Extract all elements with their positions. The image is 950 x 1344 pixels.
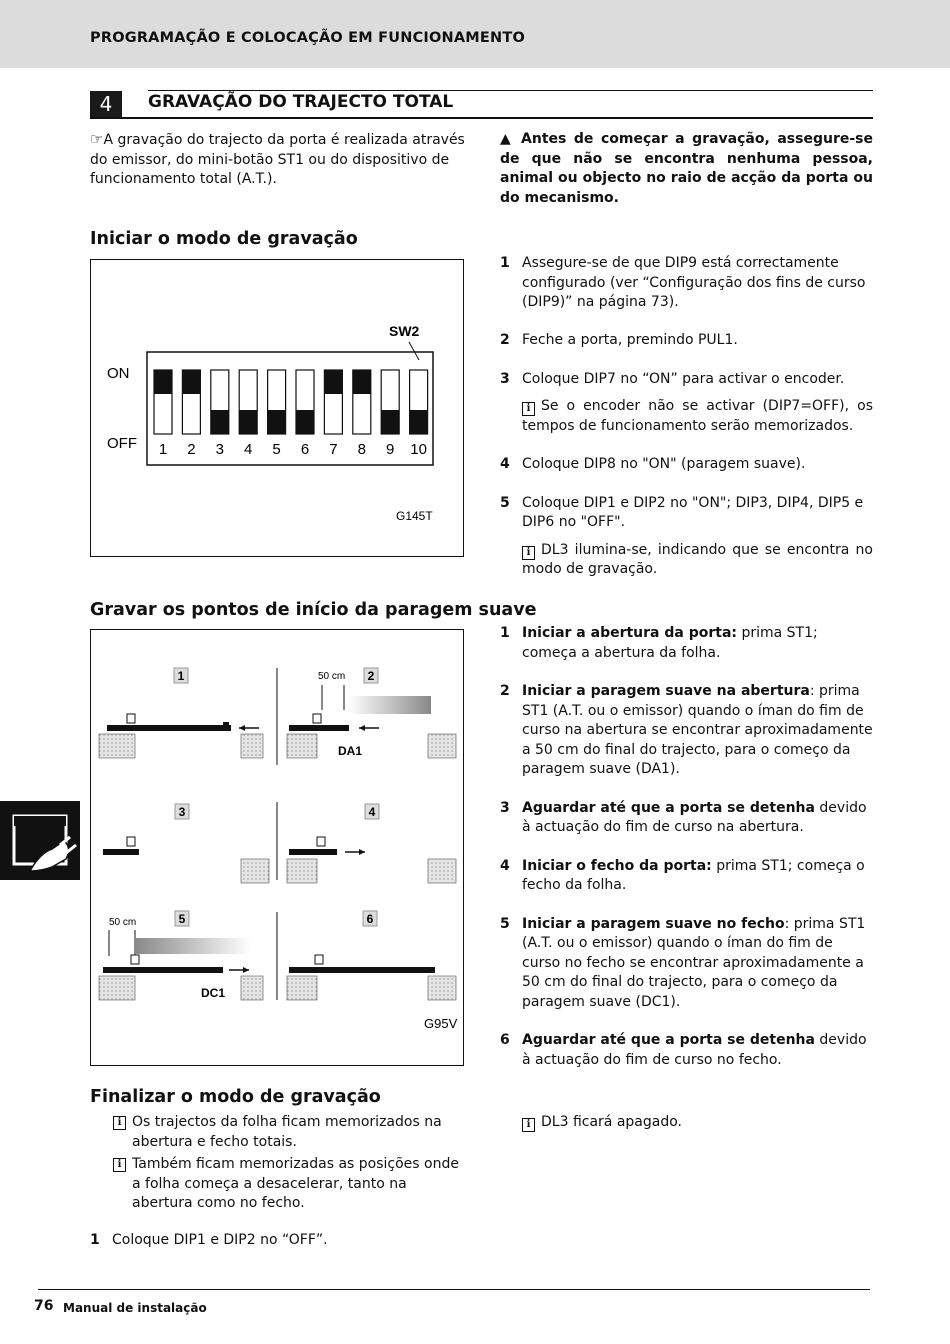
step-text <box>522 624 873 663</box>
intro-pointer-text: A gravação do trajecto da porta é realizada através do emissor, do mini-botão ST1 ou do dispositivo de funcionamento total (A.T.). <box>90 132 465 187</box>
step-bold-text: Iniciar o fecho da porta: <box>522 857 712 874</box>
step-text <box>522 915 873 1013</box>
dip-number-2: 2 <box>187 441 196 458</box>
info-icon: i <box>522 402 535 416</box>
info-icon: i <box>113 1158 126 1172</box>
da-label: DA1 <box>338 744 363 758</box>
gate-leaf <box>289 967 435 973</box>
section-number: 4 <box>90 91 122 117</box>
step-number: 2 <box>500 683 510 699</box>
dip-number-7: 7 <box>329 441 338 458</box>
step-item <box>500 370 873 437</box>
gate-leaf <box>289 725 349 731</box>
panel-label-1: 1 <box>177 669 185 683</box>
step-item <box>500 857 873 896</box>
ground <box>287 734 317 758</box>
dip-knob-10 <box>410 410 428 434</box>
section-divider-top <box>148 90 873 91</box>
ground <box>287 976 317 1000</box>
panel-label-2: 2 <box>367 669 375 683</box>
step-rest-text: : prima ST1 (A.T. ou o emissor) quando o íman do fim de curso na abertura se encontrar aproximadamente a 50 cm do final do trajecto, para o começo da paragem suave (DA1). <box>522 683 873 777</box>
footer-divider <box>38 1289 870 1290</box>
step-item <box>500 254 873 310</box>
step-bold-text: Iniciar a paragem suave na abertura <box>522 683 810 699</box>
distance-label: 50 cm <box>109 917 137 928</box>
info-icon: i <box>522 546 535 560</box>
step-number: 2 <box>500 332 510 348</box>
ground <box>428 976 456 1000</box>
panel-label-5: 5 <box>178 912 186 926</box>
step-text: Coloque DIP7 no “ON” para activar o encoder. <box>522 370 845 387</box>
ground <box>241 859 269 883</box>
magnet-icon <box>127 837 135 846</box>
end-right-note-text: DL3 ficará apagado. <box>541 1114 682 1130</box>
distance-label: 50 cm <box>318 671 346 682</box>
ground <box>99 734 135 758</box>
soft-stop-heading: Gravar os pontos de início da paragem suave <box>90 600 537 620</box>
panel-label-4: 4 <box>368 805 376 819</box>
end-note-text: Os trajectos da folha ficam memorizados na abertura e fecho totais. <box>132 1114 442 1150</box>
footer-text: Manual de instalação <box>63 1301 207 1315</box>
warning-icon: ▲ <box>500 131 514 147</box>
motion-shade <box>349 696 431 714</box>
start-mode-heading: Iniciar o modo de gravação <box>90 229 358 249</box>
dip-number-10: 10 <box>410 441 427 458</box>
page-number: 76 <box>34 1298 54 1314</box>
step-number: 1 <box>500 255 510 271</box>
step-text: Coloque DIP1 e DIP2 no "ON"; DIP3, DIP4, DIP5 e DIP6 no "OFF". <box>522 494 864 530</box>
section-title: GRAVAÇÃO DO TRAJECTO TOTAL <box>148 92 454 112</box>
step-item <box>500 682 873 780</box>
intro-pointer <box>90 130 466 190</box>
magnet-icon <box>317 837 325 846</box>
panel-label-6: 6 <box>366 912 374 926</box>
ground <box>241 976 263 1000</box>
step-text: Coloque DIP1 e DIP2 no “OFF”. <box>112 1232 328 1248</box>
magnet-icon <box>131 955 139 964</box>
step-bold-text: Iniciar a abertura da porta: <box>522 625 737 641</box>
soft-stop-steps <box>500 624 873 1070</box>
dip-knob-1 <box>154 370 172 394</box>
dip-knob-3 <box>211 410 229 434</box>
dip-knob-5 <box>268 410 286 434</box>
ground <box>241 734 263 758</box>
step-text <box>522 682 873 780</box>
end-mode-heading: Finalizar o modo de gravação <box>90 1087 381 1107</box>
end-step <box>90 1231 470 1251</box>
step-item <box>500 494 873 580</box>
step-item <box>500 455 873 475</box>
step-number: 4 <box>500 857 510 874</box>
intro-warning-text: Antes de começar a gravação, assegure-se de que não se encontra nenhuma pessoa, animal ou objecto no raio de acção da porta ou do mecanismo. <box>500 131 873 206</box>
plug-icon <box>0 801 80 880</box>
step-rest-text: prima ST1; começa a abertura da folha. <box>522 625 818 661</box>
step-text <box>522 799 873 838</box>
dip-number-6: 6 <box>300 441 310 458</box>
step-number: 4 <box>500 456 510 472</box>
step-text: Assegure-se de que DIP9 está correctamente configurado (ver “Configuração dos fins de curso (DIP9)” na página 73). <box>522 255 866 310</box>
ground <box>428 859 456 883</box>
step-number: 1 <box>500 625 510 641</box>
dip-number-1: 1 <box>158 441 168 458</box>
end-right-note <box>522 1113 682 1133</box>
dip-number-5: 5 <box>272 441 281 458</box>
dip-number-8: 8 <box>357 441 366 458</box>
gate-leaf <box>103 967 223 973</box>
dip-number-4: 4 <box>244 441 253 458</box>
ground <box>287 859 317 883</box>
step-number: 6 <box>500 1032 510 1048</box>
ground <box>99 976 135 1000</box>
step-number: 1 <box>90 1232 100 1248</box>
page-header-title: PROGRAMAÇÃO E COLOCAÇÃO EM FUNCIONAMENTO <box>90 30 525 46</box>
step-text: Feche a porta, premindo PUL1. <box>522 332 738 348</box>
step-number: 5 <box>500 494 510 511</box>
step-rest-text: devido à actuação do fim de curso na abertura. <box>522 799 867 835</box>
end-note-1 <box>113 1113 465 1214</box>
dip-number-3: 3 <box>215 441 224 458</box>
dip-knob-4 <box>239 410 257 434</box>
figure-code: G145T <box>396 509 433 523</box>
start-mode-steps <box>500 254 873 580</box>
step-rest-text: devido à actuação do fim de curso no fecho. <box>522 1032 867 1068</box>
pointing-hand-icon: ☞ <box>90 130 104 148</box>
end-note-text: Também ficam memorizadas as posições onde a folha começa a desacelerar, tanto na abertura como no fecho. <box>132 1156 459 1211</box>
side-tab <box>0 801 80 880</box>
dip-knob-6 <box>296 410 314 434</box>
step-note-text: DL3 ilumina-se, indicando que se encontra no modo de gravação. <box>522 541 873 577</box>
step-item <box>500 331 873 351</box>
step-text: Coloque DIP8 no "ON" (paragem suave). <box>522 456 806 472</box>
info-icon: i <box>113 1116 126 1130</box>
gate-leaf <box>107 725 231 731</box>
info-icon: i <box>522 1118 535 1132</box>
step-item <box>500 1031 873 1070</box>
gate-leaf <box>103 849 139 855</box>
dip-knob-7 <box>324 370 342 394</box>
step-rest-text: : prima ST1 (A.T. ou o emissor) quando o íman do fim de curso no fecho se encontrar aproximadamente a 50 cm do final do trajecto, para o começo da paragem suave (DC1). <box>522 915 866 1010</box>
switch-label: SW2 <box>389 323 420 339</box>
magnet-icon <box>313 714 321 723</box>
step-number: 5 <box>500 915 510 932</box>
dip-knob-2 <box>182 370 200 394</box>
step-note <box>522 397 873 436</box>
step-note-text: Se o encoder não se activar (DIP7=OFF), os tempos de funcionamento serão memorizados. <box>522 398 873 434</box>
dip-knob-8 <box>353 370 371 394</box>
step-note <box>522 541 873 580</box>
dc-label: DC1 <box>201 986 226 1000</box>
step-item <box>500 624 873 663</box>
magnet-icon <box>315 955 323 964</box>
dip-switch-diagram <box>91 260 463 556</box>
ground <box>428 734 456 758</box>
step-bold-text: Aguardar até que a porta se detenha <box>522 1032 815 1048</box>
motion-shade <box>135 938 251 954</box>
step-number: 3 <box>500 799 510 816</box>
on-label: ON <box>107 365 130 382</box>
off-label: OFF <box>107 435 137 452</box>
dip-number-9: 9 <box>386 441 395 458</box>
dip-knob-9 <box>381 410 399 434</box>
soft-stop-figure <box>90 629 464 1066</box>
step-item <box>500 799 873 838</box>
intro-warning <box>500 130 873 208</box>
step-text <box>522 857 873 896</box>
step-bold-text: Iniciar a paragem suave no fecho <box>522 915 785 932</box>
figure-code: G95V <box>424 1016 458 1031</box>
step-number: 3 <box>500 370 510 387</box>
dip-switch-figure <box>90 259 464 557</box>
gate-leaf <box>289 849 337 855</box>
magnet-icon <box>127 714 135 723</box>
step-bold-text: Aguardar até que a porta se detenha <box>522 799 815 816</box>
step-text <box>522 1031 873 1070</box>
step-item <box>500 915 873 1013</box>
gate-sequence-diagram <box>91 630 463 1065</box>
section-divider <box>90 117 873 119</box>
step-rest-text: prima ST1; começa o fecho da folha. <box>522 857 865 893</box>
panel-label-3: 3 <box>178 805 186 819</box>
